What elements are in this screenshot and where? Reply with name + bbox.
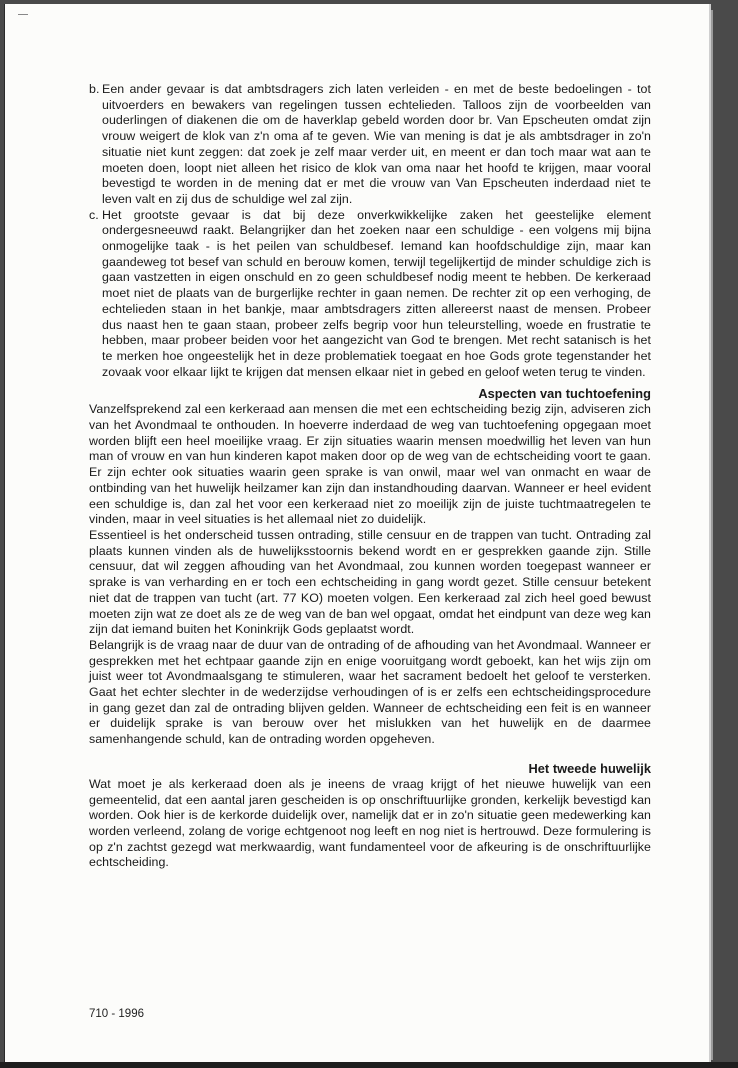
- scan-corner-mark: [18, 14, 28, 15]
- document-page: [4, 4, 711, 1064]
- list-item-text: Een ander gevaar is dat ambtsdragers zich laten verleiden - en met de beste bedoelingen - tot uitvoerders en bewakers van regelingen tussen echtelieden. Talloos zijn de voorbeelden van ouderlingen of diakenen die om de haverklap gebeld worden door br. Van Epscheuten omdat zijn vrouw weigert de klok van z'n oma af te geven. Wie van mening is dat je als ambtsdrager in zo'n situatie niet kunt zeggen: dat zoek je zelf maar verder uit, en meent er dan toch maar wat aan te moeten doen, loopt niet alleen het risico de klok van oma naar het hoofd te krijgen, maar vooral bevestigd te worden in de mening dat er met die vrouw van Van Epscheuten inderdaad niet te leven valt en zij dus de schuldige wel zal zijn.: [102, 82, 651, 206]
- paragraph: Belangrijk is de vraag naar de duur van de ontrading of de afhouding van het Avondmaal. Wanneer er gesprekken met het echtpaar gaande zijn en enige vooruitgang wordt geboekt, kan het wijs zijn om juist weer tot Avondmaalsgang te stimuleren, waar het sacrament bedoelt het geloof te versterken. Gaat het echter slechter in de wederzijdse verhoudingen of is er zelfs een echtscheidingsprocedure in gang gezet dan zal de ontrading blijven gelden. Wanneer de echtscheiding een feit is en wanneer er duidelijk sprake is van berouw over het mislukken van het huwelijk en de daarmee samenhangende schuld, kan de ontrading worden opgeheven.: [89, 637, 651, 747]
- list-item-label: c.: [89, 207, 99, 222]
- list-item-text: Het grootste gevaar is dat bij deze onverkwikkelijke zaken het geestelijke element ondergesneeuwd raakt. Belangrijker dan het zoeken naar een schuldige - een volgens mij bijna onmogelijke taak - is het peilen van schuldbesef. Iemand kan hoofdschuldige zijn, maar kan gaandeweg tot besef van schuld en berouw komen, terwijl tegelijkertijd de minder schuldige zich is gaan vastzetten in eigen onschuld en zo geen schuldbesef nodig meent te hebben. De kerkeraad moet niet de plaats van de burgerlijke rechter in gaan nemen. De rechter zit op een verhoging, de echtelieden staan in het bankje, maar ambtsdragers zitten allereerst naast de mensen. Probeer dus naast hen te gaan staan, probeer zelfs begrip voor hun teleurstelling, woede en frustratie te hebben, maar probeer beiden voor het aangezicht van God te brengen. Met recht satanisch is het te merken hoe ongeestelijk het in deze problematiek toegaat en hoe Gods grote tegenstander het zovaak voor elkaar lijkt te krijgen dat mensen elkaar niet in gebed en geloof weten terug te vinden.: [102, 207, 651, 379]
- scan-bottom-bar: [0, 1062, 738, 1068]
- section-heading-tuchtoefening: Aspecten van tuchtoefening: [478, 386, 651, 402]
- paragraph: Wat moet je als kerkeraad doen als je ineens de vraag krijgt of het nieuwe huwelijk van een gemeentelid, dat een aantal jaren gescheiden is op onschriftuurlijke gronden, kerkelijk bevestigd kan worden. Ook hier is de kerkorde duidelijk over, namelijk dat er in zo'n situatie geen medewerking kan worden verleend, zolang de vorige echtgenoot nog leeft en nog niet is hertrouwd. Deze formulering is op z'n zachtst gezegd wat merkwaardig, want fundamenteel voor de afkeuring is de onschriftuurlijke echtscheiding.: [89, 776, 651, 870]
- paragraph: Essentieel is het onderscheid tussen ontrading, stille censuur en de trappen van tucht. Ontrading zal plaats kunnen vinden als de huwelijksstoornis bekend wordt en er gesprekken gaande zijn. Stille censuur, dat wil zeggen afhouding van het Avondmaal, zou kunnen worden toegepast wanneer er sprake is van verharding en er toch een echtscheiding in gang wordt gezet. Stille censuur betekent niet dat de trappen van tucht (art. 77 KO) moeten volgen. Een kerkeraad zal zich heel goed bewust moeten zijn wat ze doet als ze de weg van de ban wel opgaat, omdat het eindpunt van deze weg kan zijn dat iemand buiten het Koninkrijk Gods geplaatst wordt.: [89, 527, 651, 637]
- list-item-c: [89, 208, 651, 381]
- list-item-b: [89, 82, 651, 208]
- paragraph: Vanzelfsprekend zal een kerkeraad aan mensen die met een echtscheiding bezig zijn, adviseren zich van het Avondmaal te onthouden. In hoeverre inderdaad de weg van tuchtoefening opgegaan moet worden blijft een heel moeilijke vraag. Er zijn situaties waarin mensen moedwillig het leven van hun man of vrouw en van hun kinderen kapot maken door op de weg van de echtscheiding voort te gaan. Er zijn echter ook situaties waarin geen sprake is van onwil, maar wel van onmacht en waar de ontbinding van het huwelijk heilzamer kan zijn dan instandhouding daarvan. Wanneer er heel evident een schuldige is, dan zal het voor een kerkeraad niet zo moeilijk zijn de juiste tuchtmaatregelen te vinden, maar in veel situaties is het allemaal niet zo duidelijk.: [89, 402, 651, 527]
- section-heading-tweede-huwelijk: Het tweede huwelijk: [528, 760, 651, 776]
- scan-right-edge: [711, 10, 713, 1060]
- page-footer: 710 - 1996: [89, 1008, 144, 1020]
- document-body: [89, 82, 651, 871]
- list-item-label: b.: [89, 82, 100, 96]
